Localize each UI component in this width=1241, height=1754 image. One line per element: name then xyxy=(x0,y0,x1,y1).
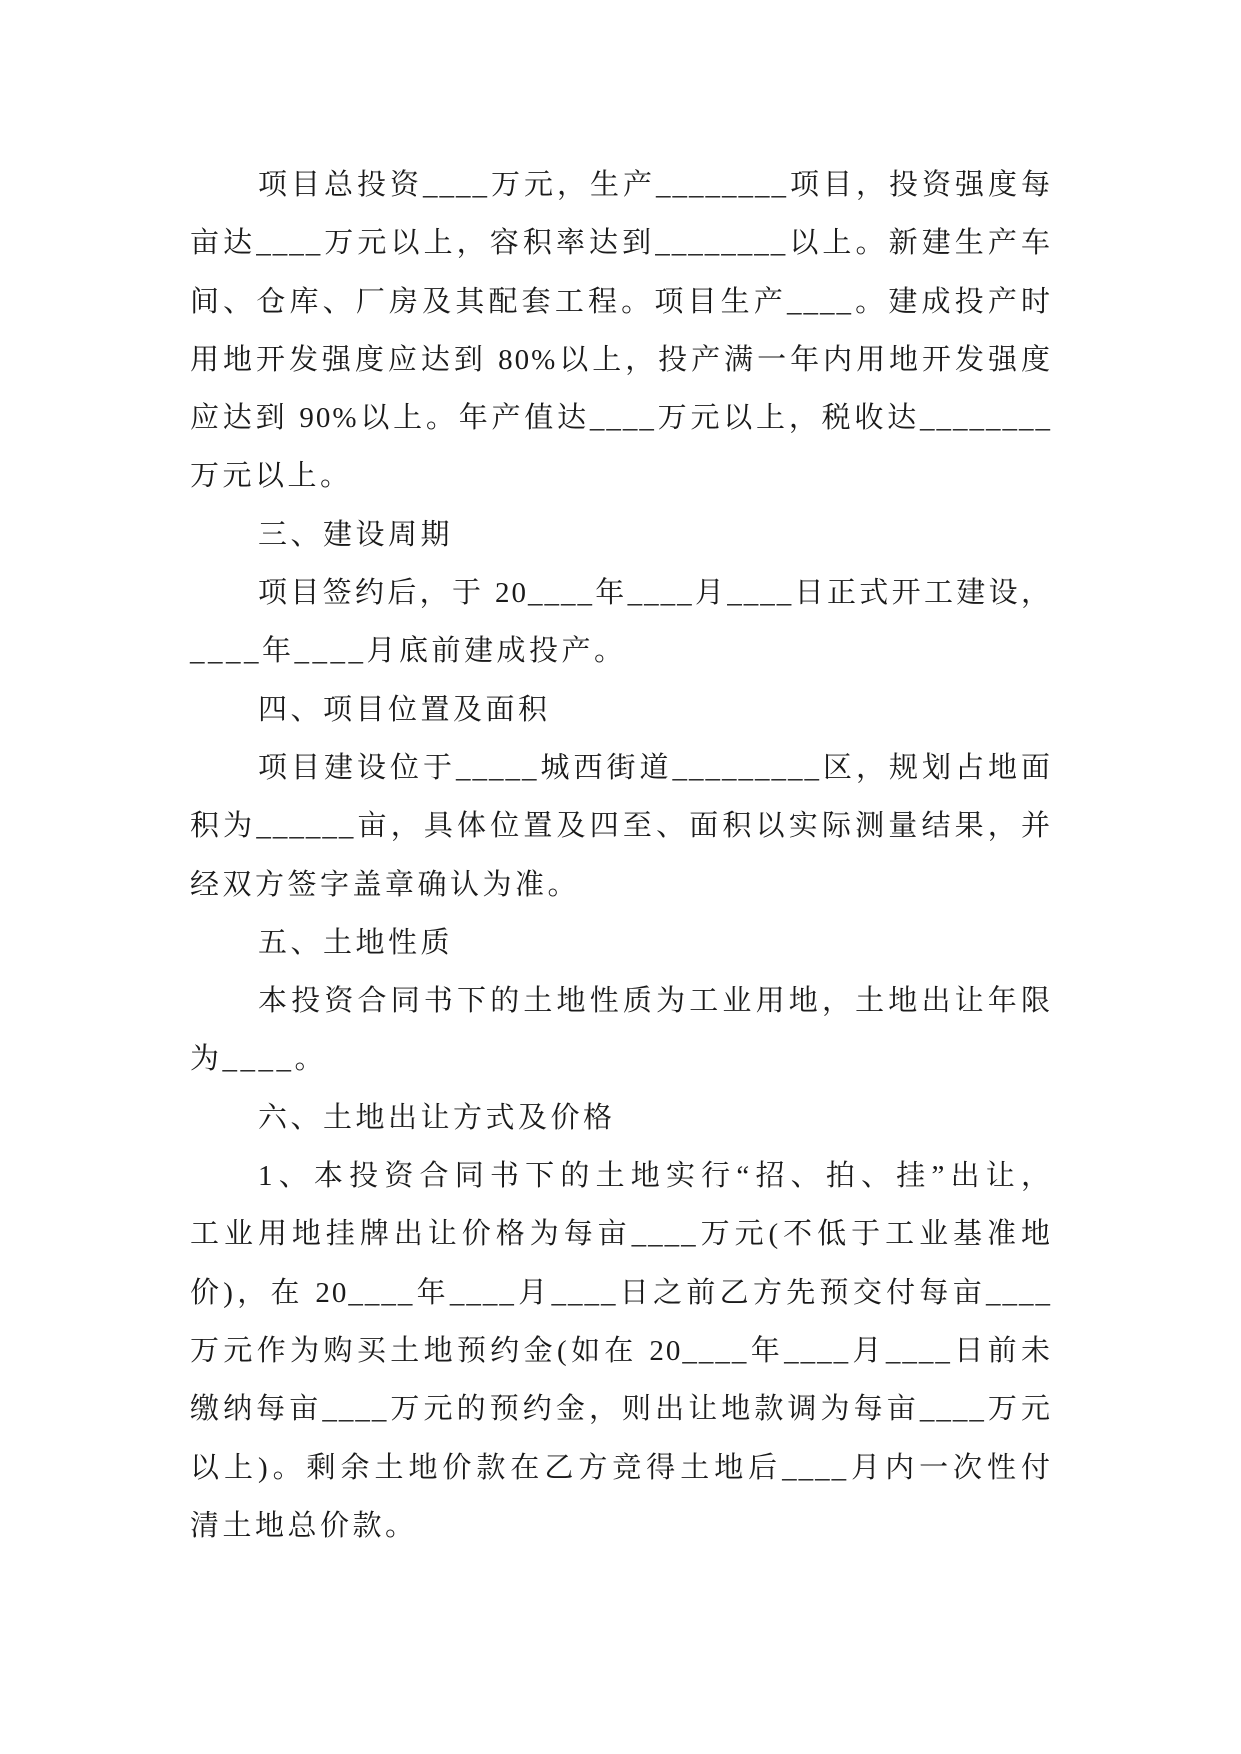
text-line: 应达到 90%以上。年产值达____万元以上，税收达________ xyxy=(190,402,1052,435)
paragraph-location-area xyxy=(190,739,1052,914)
section-heading-land-transfer: 六、土地出让方式及价格 xyxy=(258,1101,616,1134)
text-line: 以上)。剩余土地价款在乙方竞得土地后____月内一次性付 xyxy=(190,1451,1052,1484)
text-line: 工业用地挂牌出让价格为每亩____万元(不低于工业基准地 xyxy=(190,1218,1052,1251)
text-line: 万元作为购买土地预约金(如在 20____年____月____日前未 xyxy=(190,1334,1052,1367)
text-line: 缴纳每亩____万元的预约金，则出让地款调为每亩____万元 xyxy=(190,1393,1052,1426)
section-heading-land-nature: 五、土地性质 xyxy=(258,926,454,959)
text-line: 用地开发强度应达到 80%以上，投产满一年内用地开发强度 xyxy=(190,343,1052,376)
section-heading-construction-period: 三、建设周期 xyxy=(258,518,454,551)
text-line: 项目签约后，于 20____年____月____日正式开工建设， xyxy=(258,577,1052,610)
paragraph-land-nature xyxy=(190,972,1052,1089)
text-line: 价)，在 20____年____月____日之前乙方先预交付每亩____ xyxy=(190,1276,1052,1309)
text-line: 项目建设位于_____城西街道_________区，规划占地面 xyxy=(258,751,1052,784)
text-line: ____年____月底前建成投产。 xyxy=(190,635,627,668)
text-line: 项目总投资____万元，生产________项目，投资强度每 xyxy=(258,169,1052,201)
text-line: 清土地总价款。 xyxy=(190,1509,418,1542)
section-heading-location-area: 四、项目位置及面积 xyxy=(258,693,551,726)
paragraph-investment xyxy=(190,156,1052,506)
paragraph-land-transfer xyxy=(190,1147,1052,1555)
text-line: 亩达____万元以上，容积率达到________以上。新建生产车 xyxy=(190,227,1052,260)
text-line: 万元以上。 xyxy=(190,460,353,493)
document-body xyxy=(190,156,1052,1555)
text-line: 1、本投资合同书下的土地实行“招、拍、挂”出让， xyxy=(258,1160,1052,1193)
text-line: 积为______亩，具体位置及四至、面积以实际测量结果，并 xyxy=(190,810,1052,843)
text-line: 经双方签字盖章确认为准。 xyxy=(190,868,581,901)
paragraph-construction-period xyxy=(190,564,1052,681)
text-line: 为____。 xyxy=(190,1043,328,1076)
text-line: 间、仓库、厂房及其配套工程。项目生产____。建成投产时 xyxy=(190,285,1052,318)
text-line: 本投资合同书下的土地性质为工业用地，土地出让年限 xyxy=(258,985,1052,1018)
